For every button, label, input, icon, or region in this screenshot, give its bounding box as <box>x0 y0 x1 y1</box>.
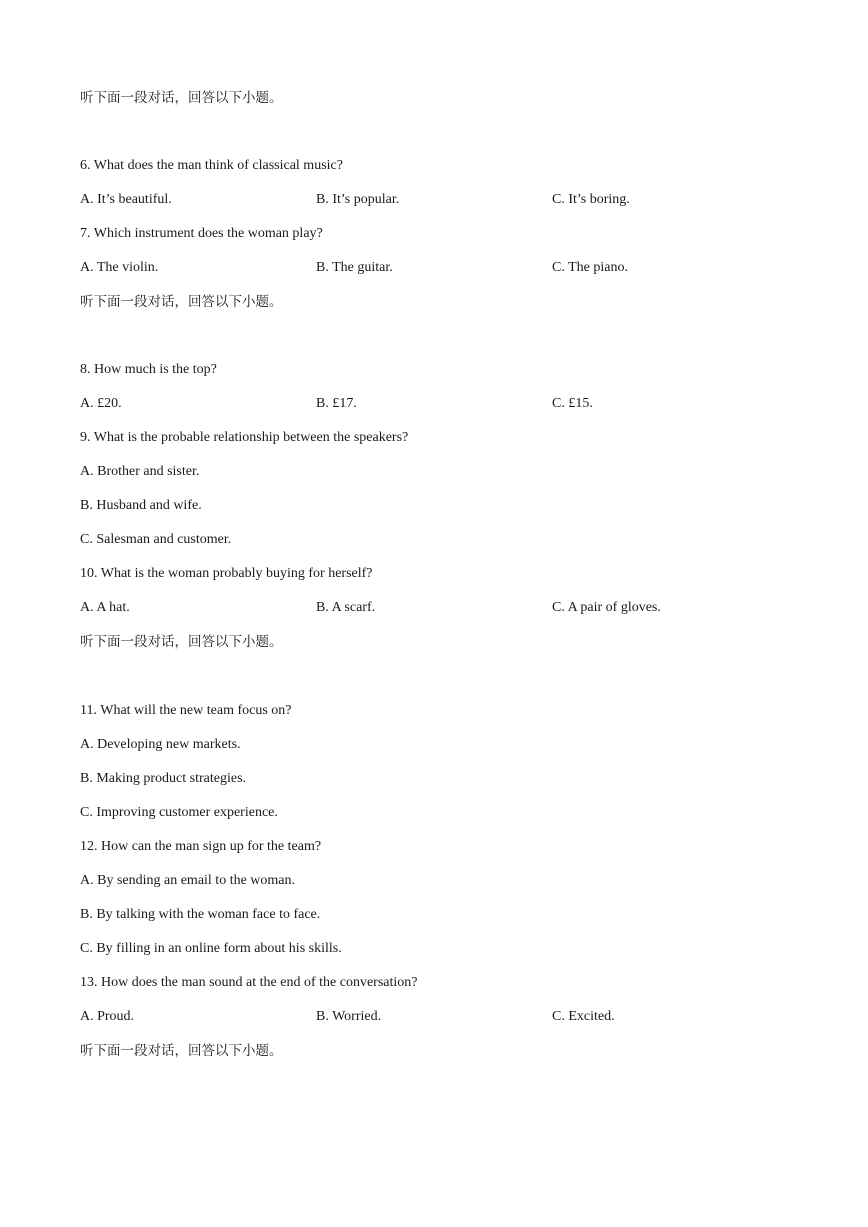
option-a[interactable]: A. A hat. <box>80 600 130 615</box>
question-number: 10. <box>80 566 98 581</box>
section-instruction: 听下面一段对话，回答以下小题。 <box>80 294 283 310</box>
question-text: What is the woman probably buying for herself? <box>100 566 373 581</box>
option-b[interactable]: B. Husband and wife. <box>80 498 202 513</box>
section-instruction: 听下面一段对话，回答以下小题。 <box>80 634 283 650</box>
question-7 <box>80 225 323 243</box>
section-instruction: 听下面一段对话，回答以下小题。 <box>80 1043 283 1059</box>
question-number: 9. <box>80 430 91 445</box>
question-text: How can the man sign up for the team? <box>101 839 322 854</box>
question-13 <box>80 974 417 992</box>
option-c[interactable]: C. Salesman and customer. <box>80 532 232 547</box>
option-a[interactable]: A. Proud. <box>80 1009 135 1024</box>
question-10 <box>80 565 373 583</box>
option-c[interactable]: C. By filling in an online form about his skills. <box>80 941 342 956</box>
option-a[interactable]: A. By sending an email to the woman. <box>80 873 296 888</box>
option-b[interactable]: B. It’s popular. <box>316 192 400 207</box>
question-number: 6. <box>80 158 91 173</box>
question-number: 11. <box>80 703 97 718</box>
option-a[interactable]: A. Brother and sister. <box>80 464 200 479</box>
option-b[interactable]: B. The guitar. <box>316 260 393 275</box>
question-text: Which instrument does the woman play? <box>93 226 323 241</box>
option-a[interactable]: A. The violin. <box>80 260 159 275</box>
option-a[interactable]: A. £20. <box>80 396 122 411</box>
question-number: 8. <box>80 362 91 377</box>
question-text: What will the new team focus on? <box>100 703 292 718</box>
question-9 <box>80 429 408 447</box>
option-a[interactable]: A. Developing new markets. <box>80 737 241 752</box>
option-c[interactable]: C. Improving customer experience. <box>80 805 278 820</box>
question-11 <box>80 702 292 720</box>
question-12 <box>80 838 321 856</box>
question-text: How does the man sound at the end of the conversation? <box>101 975 418 990</box>
section-instruction: 听下面一段对话，回答以下小题。 <box>80 90 283 106</box>
question-number: 13. <box>80 975 98 990</box>
option-b[interactable]: B. Making product strategies. <box>80 771 247 786</box>
option-a[interactable]: A. It’s beautiful. <box>80 192 172 207</box>
option-b[interactable]: B. £17. <box>316 396 357 411</box>
option-c[interactable]: C. It’s boring. <box>552 192 630 207</box>
option-c[interactable]: C. The piano. <box>552 260 628 275</box>
question-text: How much is the top? <box>94 362 217 377</box>
question-8 <box>80 361 217 379</box>
question-text: What does the man think of classical music? <box>93 158 343 173</box>
question-number: 12. <box>80 839 98 854</box>
option-c[interactable]: C. £15. <box>552 396 593 411</box>
option-b[interactable]: B. Worried. <box>316 1009 382 1024</box>
option-c[interactable]: C. A pair of gloves. <box>552 600 661 615</box>
question-number: 7. <box>80 226 91 241</box>
question-6 <box>80 157 343 175</box>
question-text: What is the probable relationship between the speakers? <box>93 430 409 445</box>
option-c[interactable]: C. Excited. <box>552 1009 615 1024</box>
option-b[interactable]: B. A scarf. <box>316 600 376 615</box>
option-b[interactable]: B. By talking with the woman face to face. <box>80 907 321 922</box>
